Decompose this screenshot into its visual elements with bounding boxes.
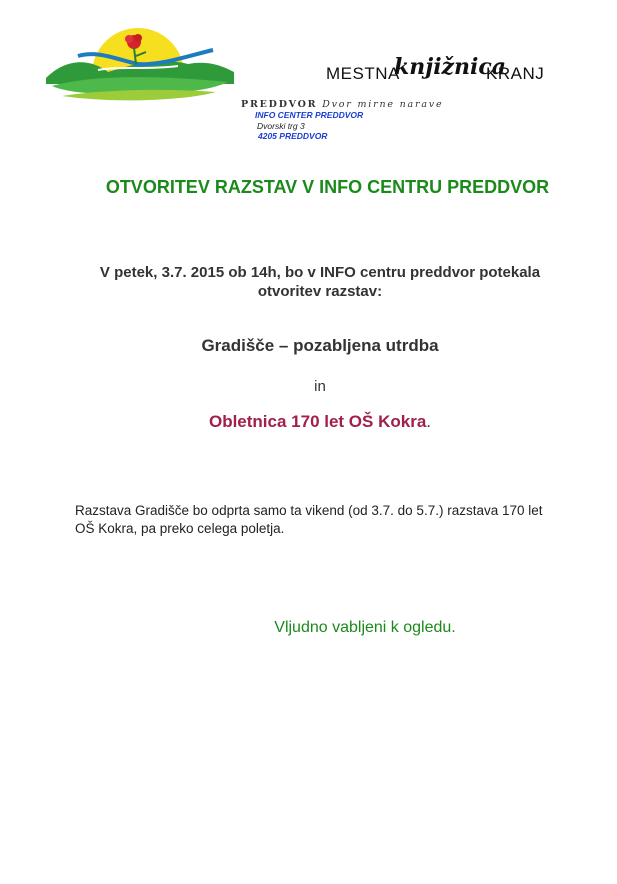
address-line-2: Dvorski trg 3 [257, 121, 305, 131]
library-logo-script: knjižnica [394, 54, 507, 80]
preddvor-logo [38, 26, 238, 106]
library-logo-right: KRANJ [486, 64, 545, 83]
exhibition-2-title: Obletnica 170 let OŠ Kokra [208, 412, 427, 431]
document-title: OTVORITEV RAZSTAV V INFO CENTRU PREDDVOR [105, 177, 550, 197]
lead-paragraph: V petek, 3.7. 2015 ob 14h, bo v INFO centru preddvor potekala otvoritev razstav: [99, 264, 541, 300]
conjunction: in [314, 378, 326, 395]
tagline [241, 99, 443, 110]
exhibition-1-title: Gradišče – pozabljena utrdba [201, 336, 439, 355]
exhibition-2 [100, 412, 540, 432]
address-line-1: INFO CENTER PREDDVOR [255, 110, 364, 120]
address-line-3: 4205 PREDDVOR [258, 131, 328, 141]
tagline-italic: Dvor mirne narave [322, 99, 444, 110]
library-logo-left: MESTNA [326, 64, 400, 83]
closing-line: Vljudno vabljeni k ogledu. [274, 619, 456, 636]
exhibition-2-suffix: . [426, 412, 432, 431]
tagline-bold: PREDDVOR [241, 99, 318, 110]
body-paragraph: Razstava Gradišče bo odprta samo ta vikend (od 3.7. do 5.7.) razstava 170 let OŠ Kokra, pa preko celega poletja. [75, 503, 543, 536]
library-logo [326, 54, 556, 88]
